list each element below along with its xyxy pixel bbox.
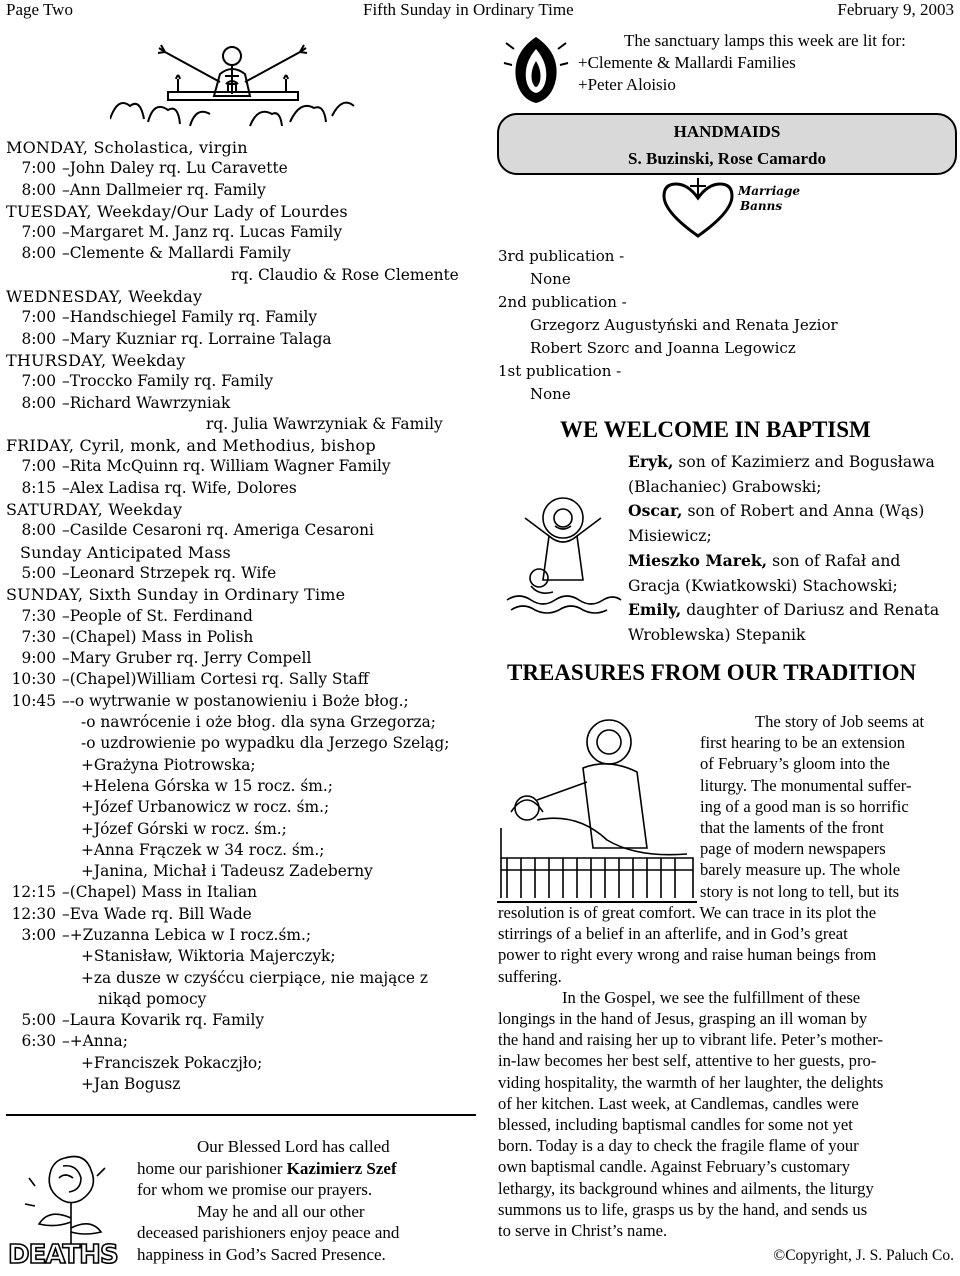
job-healing-illustration <box>497 708 697 904</box>
mass-time: 7:00 <box>21 159 56 178</box>
deaths-line-2 <box>137 1158 447 1180</box>
mass-intention: –(Chapel) Mass in Polish <box>62 627 254 646</box>
mass-entry <box>6 393 476 414</box>
article-line: story is not long to tell, but its <box>700 881 900 901</box>
mass-intention-continued: +Józef Urbanowicz w rocz. śm.; <box>81 798 330 817</box>
lamps-line-3: +Peter Aloisio <box>578 75 676 94</box>
mass-intention-continued: rq. Claudio & Rose Clemente <box>231 265 459 284</box>
deaths-line-1: Our Blessed Lord has called <box>197 1137 390 1156</box>
day-heading: TUESDAY, Weekday/Our Lady of Lourdes <box>6 201 348 221</box>
mass-entry <box>6 669 476 690</box>
baptism-text: son of Kazimierz and Bogusława (Blachaniec) Grabowski; <box>628 453 935 496</box>
baptism-name: Eryk, <box>628 452 674 471</box>
article-line: suffering. <box>498 966 562 986</box>
mass-time: 3:00 <box>21 925 56 944</box>
mass-entry <box>6 648 476 669</box>
baptism-name: Oscar, <box>628 501 683 521</box>
handmaids-names: S. Buzinski, Rose Camardo <box>628 149 826 168</box>
mass-intention: –+Anna; <box>62 1032 128 1051</box>
mass-intention: –(Chapel)William Cortesi rq. Sally Staff <box>62 670 369 689</box>
marriage-banns-logo <box>658 176 738 242</box>
day-heading: MONDAY, Scholastica, virgin <box>6 138 248 157</box>
baptism-entry <box>628 598 953 647</box>
deaths-logo-text: DEATHS <box>8 1240 118 1270</box>
article-line: own baptismal candle. Against February’s customary <box>498 1157 851 1177</box>
mass-entry <box>6 180 476 201</box>
baptism-illustration <box>505 488 623 618</box>
mass-intention: –-o wytrwanie w postanowieniu i Boże błog.; <box>62 691 409 710</box>
baptism-text: daughter of Dariusz and Renata Wroblewska) Stepanik <box>628 601 940 644</box>
mass-intention-continued: +Jan Bogusz <box>81 1075 181 1094</box>
mass-intention-continued: +Helena Górska w 15 rocz. śm.; <box>81 776 333 795</box>
day-heading: Sunday Anticipated Mass <box>20 542 231 562</box>
treasures-text-narrow <box>700 711 958 902</box>
article-line: the hand and raising her up to vibrant life. Peter’s mother- <box>498 1030 884 1050</box>
page-number: Page Two <box>6 0 73 19</box>
treasures-text-wide <box>498 902 958 1241</box>
mass-entry <box>6 904 476 925</box>
mass-intention: –Clemente & Mallardi Family <box>62 244 291 263</box>
article-line: summons us to life, grasps us by the hand, and sends us <box>498 1199 868 1219</box>
mass-entry <box>6 243 476 264</box>
mass-intention: –John Daley rq. Lu Caravette <box>62 159 288 178</box>
mass-intention: –People of St. Ferdinand <box>62 606 253 625</box>
mass-intention: –(Chapel) Mass in Italian <box>62 883 258 902</box>
article-line: longings in the hand of Jesus, grasping an ill woman by <box>498 1009 868 1029</box>
mass-entry <box>6 158 476 179</box>
mass-time: 7:00 <box>21 457 56 476</box>
article-line: to serve in Christ’s name. <box>498 1221 668 1241</box>
mass-entry <box>6 563 476 584</box>
mass-entry <box>6 691 476 712</box>
baptism-list <box>628 450 953 648</box>
mass-time: 6:30 <box>21 1032 56 1051</box>
mass-time: 8:00 <box>21 393 56 412</box>
banns-first-value: None <box>530 385 571 403</box>
mass-intention-continued: +Janina, Michał i Tadeusz Zadeberny <box>81 862 373 881</box>
mass-intention-continued: +Józef Górski w rocz. śm.; <box>81 819 287 838</box>
deaths-line-5: deceased parishioners enjoy peace and <box>137 1223 400 1242</box>
mass-entry <box>6 925 476 946</box>
mass-intention: –Margaret M. Janz rq. Lucas Family <box>62 223 343 242</box>
article-line: first hearing to be an extension <box>700 733 906 753</box>
mass-intention-continued: rq. Julia Wawrzyniak & Family <box>206 414 443 433</box>
mass-intention-continued: +Anna Frączek w 34 rocz. śm.; <box>81 840 325 859</box>
banns-first-heading: 1st publication - <box>498 362 622 380</box>
banns-third-heading: 3rd publication - <box>498 247 625 265</box>
article-line: born. Today is a day to check the fragile flame of your <box>498 1136 859 1156</box>
mass-intention-continued: +Stanisław, Wiktoria Majerczyk; <box>81 947 336 966</box>
mass-entry <box>6 478 476 499</box>
mass-intention: –Rita McQuinn rq. William Wagner Family <box>62 457 391 476</box>
marriage-banns <box>498 245 958 406</box>
deaths-line-6: happiness in God’s Sacred Presence. <box>137 1244 386 1264</box>
mass-intention-continued: -o uzdrowienie po wypadku dla Jerzego Szeląg; <box>81 734 450 753</box>
article-line: of February’s gloom into the <box>700 754 890 774</box>
mass-intention-continued: -o nawrócenie i оże błog. dla syna Grzegorza; <box>81 713 436 732</box>
sanctuary-lamps-notice <box>578 30 906 96</box>
baptism-name: Emily, <box>628 600 682 620</box>
mass-entry <box>6 329 476 350</box>
mass-entry <box>6 307 476 328</box>
mass-intention: –Handschiegel Family rq. Family <box>62 308 318 327</box>
sanctuary-lamp-icon <box>500 33 572 107</box>
article-line: stirrings of a belief in an afterlife, and in God’s great <box>498 924 848 944</box>
mass-time: 12:15 <box>11 883 56 902</box>
mass-time: 7:00 <box>21 372 56 391</box>
article-line: barely measure up. The whole <box>700 860 901 880</box>
baptism-entry <box>628 499 953 548</box>
mass-entry <box>6 520 476 541</box>
mass-intention: –Ann Dallmeier rq. Family <box>62 180 266 199</box>
day-heading: THURSDAY, Weekday <box>6 350 186 370</box>
deaths-notice <box>137 1136 447 1265</box>
baptism-entry <box>628 450 953 499</box>
article-line: power to right every wrong and raise human beings from <box>498 945 877 965</box>
mass-time: 8:00 <box>21 244 56 263</box>
deceased-name: Kazimierz Szef <box>286 1158 397 1178</box>
mass-time: 8:00 <box>21 521 56 540</box>
banns-logo-text <box>738 184 800 214</box>
mass-time: 7:00 <box>21 223 56 242</box>
mass-time: 7:30 <box>21 627 56 646</box>
mass-intention: –Casilde Cesaroni rq. Ameriga Cesaroni <box>62 521 374 540</box>
handmaids-box <box>497 113 957 175</box>
mass-intention-continued: +za dusze w czyśćcu cierpiące, nie mające z <box>81 968 429 987</box>
article-line: lethargy, its background whines and ailments, the liturgy <box>498 1178 874 1198</box>
mass-intention: –+Zuzanna Lebica w I rocz.śm.; <box>62 925 312 944</box>
article-line: blessed, including baptismal candles for some not yet <box>498 1115 853 1135</box>
page-title: Fifth Sunday in Ordinary Time <box>363 0 574 19</box>
mass-entry <box>6 222 476 243</box>
section-divider <box>6 1114 476 1116</box>
baptism-title: WE WELCOME IN BAPTISM <box>560 417 871 442</box>
mass-time: 7:30 <box>21 606 56 625</box>
mass-time: 9:00 <box>21 649 56 668</box>
baptism-name: Mieszko Marek, <box>628 550 768 570</box>
banns-second-value-1: Grzegorz Augustyński and Renata Jezior <box>530 316 838 334</box>
mass-entry <box>6 371 476 392</box>
mass-entry <box>6 606 476 627</box>
mass-entry <box>6 1010 476 1031</box>
mass-schedule <box>6 137 476 1095</box>
mass-entry <box>6 1031 476 1052</box>
mass-time: 12:30 <box>11 904 56 923</box>
banns-third-value: None <box>530 270 571 288</box>
bulletin-date: February 9, 2003 <box>837 0 954 19</box>
mass-intention-continued: +Grażyna Piotrowska; <box>81 755 256 774</box>
deaths-line-2a: home our parishioner <box>137 1158 287 1178</box>
mass-time: 8:15 <box>21 478 56 497</box>
article-line: The story of Job seems at <box>755 712 925 731</box>
deaths-line-3: for whom we promise our prayers. <box>137 1180 373 1199</box>
article-line: ing of a good man is so horrific <box>700 796 909 816</box>
banns-logo-word-2: Banns <box>740 199 783 213</box>
mass-time: 8:00 <box>21 180 56 199</box>
article-line: viding hospitality, the warmth of her laughter, the delights <box>498 1072 884 1092</box>
day-heading: SUNDAY, Sixth Sunday in Ordinary Time <box>6 585 346 605</box>
mass-entry <box>6 882 476 903</box>
banns-logo-word-1: Marriage <box>738 184 801 198</box>
mass-entry <box>6 627 476 648</box>
article-line: in-law becomes her best self, attentive to her guests, pro- <box>498 1051 877 1071</box>
mass-time: 5:00 <box>21 563 56 582</box>
article-line: In the Gospel, we see the fulfillment of these <box>562 987 861 1007</box>
mass-intention-continued: nikąd pomocy <box>98 989 207 1008</box>
mass-time: 8:00 <box>21 329 56 348</box>
lamps-line-1: The sanctuary lamps this week are lit for: <box>624 31 906 50</box>
baptism-text: son of Rafał and Gracja (Kwiatkowski) Stachowski; <box>628 551 901 595</box>
deaths-line-4: May he and all our other <box>197 1201 365 1221</box>
mass-intention: –Leonard Strzepek rq. Wife <box>62 563 277 582</box>
article-line: resolution is of great comfort. We can trace in its plot the <box>498 903 877 922</box>
article-line: liturgy. The monumental suffer- <box>700 775 912 795</box>
copyright: ©Copyright, J. S. Paluch Co. <box>773 1247 954 1264</box>
altar-illustration <box>110 34 355 134</box>
mass-time: 5:00 <box>21 1011 56 1030</box>
baptism-entry <box>628 549 953 598</box>
mass-intention: –Richard Wawrzyniak <box>62 393 231 412</box>
banns-second-heading: 2nd publication - <box>498 293 627 311</box>
treasures-title: TREASURES FROM OUR TRADITION <box>507 660 917 685</box>
mass-intention: –Mary Gruber rq. Jerry Compell <box>62 649 312 668</box>
lamps-line-2: +Clemente & Mallardi Families <box>578 53 796 72</box>
mass-intention: –Mary Kuzniar rq. Lorraine Talaga <box>62 329 332 348</box>
mass-intention: –Eva Wade rq. Bill Wade <box>62 904 252 923</box>
article-line: that the laments of the front <box>700 818 884 838</box>
mass-intention: –Alex Ladisa rq. Wife, Dolores <box>62 478 297 497</box>
baptism-text: son of Robert and Anna (Wąs) Misiewicz; <box>628 502 925 546</box>
mass-intention: –Laura Kovarik rq. Family <box>62 1011 265 1030</box>
day-heading: SATURDAY, Weekday <box>6 500 183 520</box>
mass-intention-continued: +Franciszek Pokaczjło; <box>81 1053 263 1072</box>
banns-second-value-2: Robert Szorc and Joanna Legowicz <box>530 339 796 357</box>
mass-time: 7:00 <box>21 308 56 327</box>
article-line: of her kitchen. Last week, at Candlemas, candles were <box>498 1093 859 1113</box>
day-heading: FRIDAY, Cyril, monk, and Methodius, bishop <box>6 436 376 456</box>
article-line: page of modern newspapers <box>700 839 886 859</box>
mass-time: 10:30 <box>11 670 56 689</box>
mass-entry <box>6 456 476 477</box>
mass-time: 10:45 <box>11 691 56 710</box>
mass-intention: –Troccko Family rq. Family <box>62 372 274 391</box>
handmaids-title: HANDMAIDS <box>673 122 781 141</box>
day-heading: WEDNESDAY, Weekday <box>6 287 203 307</box>
